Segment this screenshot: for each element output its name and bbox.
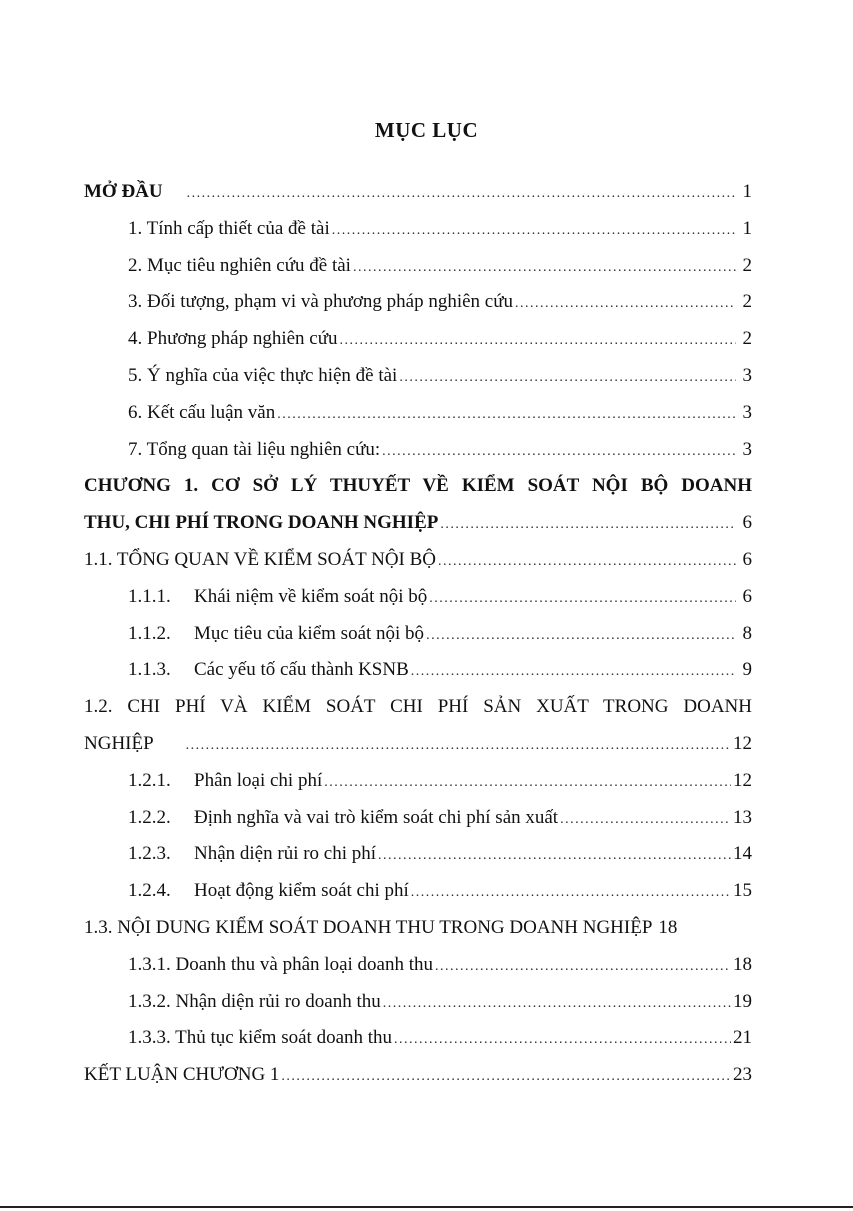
toc-page-number: 3 <box>742 364 752 386</box>
toc-label: MỞ ĐẦU <box>84 181 163 202</box>
toc-entry[interactable] <box>84 360 752 397</box>
toc-number: 1.2.2. <box>128 806 171 828</box>
toc-entry[interactable] <box>84 949 752 986</box>
toc-label: THU, CHI PHÍ TRONG DOANH NGHIỆP <box>84 512 439 534</box>
toc-number: 1.2.3. <box>128 843 171 865</box>
toc-leader <box>281 1065 731 1089</box>
toc-leader <box>429 587 736 611</box>
toc-entry[interactable] <box>84 654 752 691</box>
toc-label: Khái niệm về kiểm soát nội bộ <box>194 585 428 607</box>
toc-entry-conclusion[interactable] <box>84 1059 752 1096</box>
toc-label: Các yếu tố cấu thành KSNB <box>194 659 409 681</box>
toc-label: Phân loại chi phí <box>194 769 323 791</box>
toc-leader <box>399 366 736 390</box>
page-bottom-border <box>0 1206 853 1208</box>
toc-page-number: 18 <box>733 953 752 975</box>
toc-label: 1. Tính cấp thiết của đề tài <box>128 217 330 239</box>
toc-leader <box>332 219 736 243</box>
toc-label: 1.2. CHI PHÍ VÀ KIỂM SOÁT CHI PHÍ SẢN XUẤT TRONG DOANH <box>84 696 752 718</box>
toc-page-number: 2 <box>742 328 752 350</box>
toc-number: 1.2.4. <box>128 880 171 902</box>
toc-label: 4. Phương pháp nghiên cứu <box>128 328 338 350</box>
toc-entry[interactable] <box>84 765 752 802</box>
toc-leader <box>411 881 731 905</box>
toc-leader <box>411 660 736 684</box>
toc-label: 1.3.1. Doanh thu và phân loại doanh thu <box>128 953 434 975</box>
toc-entry[interactable] <box>84 581 752 618</box>
toc-label: 7. Tổng quan tài liệu nghiên cứu: <box>128 438 381 460</box>
toc-page-number: 23 <box>733 1064 752 1086</box>
toc-leader <box>382 440 736 464</box>
toc-entry[interactable] <box>84 323 752 360</box>
toc-leader <box>378 844 731 868</box>
toc-entry[interactable] <box>84 213 752 250</box>
toc-number: 1.1.1. <box>128 585 171 607</box>
page-title: MỤC LỤC <box>374 118 479 142</box>
toc-entry[interactable] <box>84 802 752 839</box>
toc-leader <box>324 771 731 795</box>
toc-leader <box>560 808 731 832</box>
toc-page-number: 1 <box>742 181 752 202</box>
table-of-contents <box>84 176 752 1096</box>
toc-label: KẾT LUẬN CHƯƠNG 1 <box>84 1064 280 1086</box>
toc-entry[interactable] <box>84 618 752 655</box>
toc-entry[interactable] <box>84 986 752 1023</box>
toc-label: 6. Kết cấu luận văn <box>128 401 276 423</box>
toc-page-number: 6 <box>742 512 752 534</box>
toc-page-number: 14 <box>733 843 752 865</box>
toc-label: 5. Ý nghĩa của việc thực hiện đề tài <box>128 364 398 386</box>
toc-page-number: 2 <box>742 291 752 313</box>
toc-leader <box>426 624 736 648</box>
toc-entry[interactable] <box>84 250 752 287</box>
toc-leader <box>438 550 736 574</box>
toc-page-number: 6 <box>742 548 752 570</box>
toc-leader <box>394 1028 731 1052</box>
toc-number: 1.1.2. <box>128 622 171 644</box>
toc-number: 1.1.3. <box>128 659 171 681</box>
toc-page-number: 3 <box>742 438 752 460</box>
toc-page-number: 2 <box>742 254 752 276</box>
toc-page-number: 12 <box>733 769 752 791</box>
toc-label: Hoạt động kiểm soát chi phí <box>194 880 409 902</box>
toc-leader <box>435 955 731 979</box>
toc-label: 3. Đối tượng, phạm vi và phương pháp nghiên cứu <box>128 291 514 313</box>
toc-entry[interactable] <box>84 838 752 875</box>
toc-label: 2. Mục tiêu nghiên cứu đề tài <box>128 254 351 276</box>
toc-label: 1.3. NỘI DUNG KIỂM SOÁT DOANH THU TRONG DOANH NGHIỆP <box>84 916 653 938</box>
toc-entry[interactable] <box>84 1022 752 1059</box>
toc-entry-section-1-3[interactable] <box>84 912 752 949</box>
toc-leader <box>277 403 736 427</box>
toc-page-number: 19 <box>733 990 752 1012</box>
toc-page-number: 3 <box>742 401 752 423</box>
toc-entry-chapter-1-line-1[interactable] <box>84 470 752 507</box>
toc-label: Mục tiêu của kiểm soát nội bộ <box>194 622 425 644</box>
toc-label: CHƯƠNG 1. CƠ SỞ LÝ THUYẾT VỀ KIỂM SOÁT NỘI BỘ DOANH <box>84 475 752 497</box>
toc-entry[interactable] <box>84 397 752 434</box>
toc-leader <box>186 734 731 758</box>
toc-label: NGHIỆP <box>84 732 154 754</box>
toc-leader <box>187 182 736 206</box>
toc-entry[interactable] <box>84 434 752 471</box>
toc-page-number: 21 <box>733 1027 752 1049</box>
toc-entry[interactable] <box>84 286 752 323</box>
toc-entry-section-1-1[interactable] <box>84 544 752 581</box>
toc-entry-section-1-2-line-2[interactable] <box>84 728 752 765</box>
toc-label: Định nghĩa và vai trò kiểm soát chi phí sản xuất <box>194 806 559 828</box>
toc-page-number: 1 <box>742 217 752 239</box>
toc-page-number: 6 <box>742 585 752 607</box>
toc-entry-chapter-1-line-2[interactable] <box>84 507 752 544</box>
toc-page-number: 12 <box>733 732 752 754</box>
toc-page-number: 15 <box>733 880 752 902</box>
toc-leader <box>515 292 736 316</box>
toc-label: Nhận diện rủi ro chi phí <box>194 843 377 865</box>
toc-page-number: 9 <box>742 659 752 681</box>
toc-label: 1.1. TỔNG QUAN VỀ KIỂM SOÁT NỘI BỘ <box>84 548 437 570</box>
toc-page-number: 18 <box>658 916 678 938</box>
toc-leader <box>353 256 736 280</box>
toc-entry[interactable] <box>84 875 752 912</box>
toc-number: 1.2.1. <box>128 769 171 791</box>
toc-leader <box>340 329 736 353</box>
toc-leader <box>440 513 736 537</box>
toc-entry-mo-dau[interactable] <box>84 176 752 213</box>
toc-label: 1.3.3. Thủ tục kiểm soát doanh thu <box>128 1027 393 1049</box>
toc-entry-section-1-2-line-1[interactable] <box>84 691 752 728</box>
toc-leader <box>383 992 731 1016</box>
toc-label: 1.3.2. Nhận diện rủi ro doanh thu <box>128 990 381 1012</box>
toc-page-number: 8 <box>742 622 752 644</box>
toc-page-number: 13 <box>733 806 752 828</box>
